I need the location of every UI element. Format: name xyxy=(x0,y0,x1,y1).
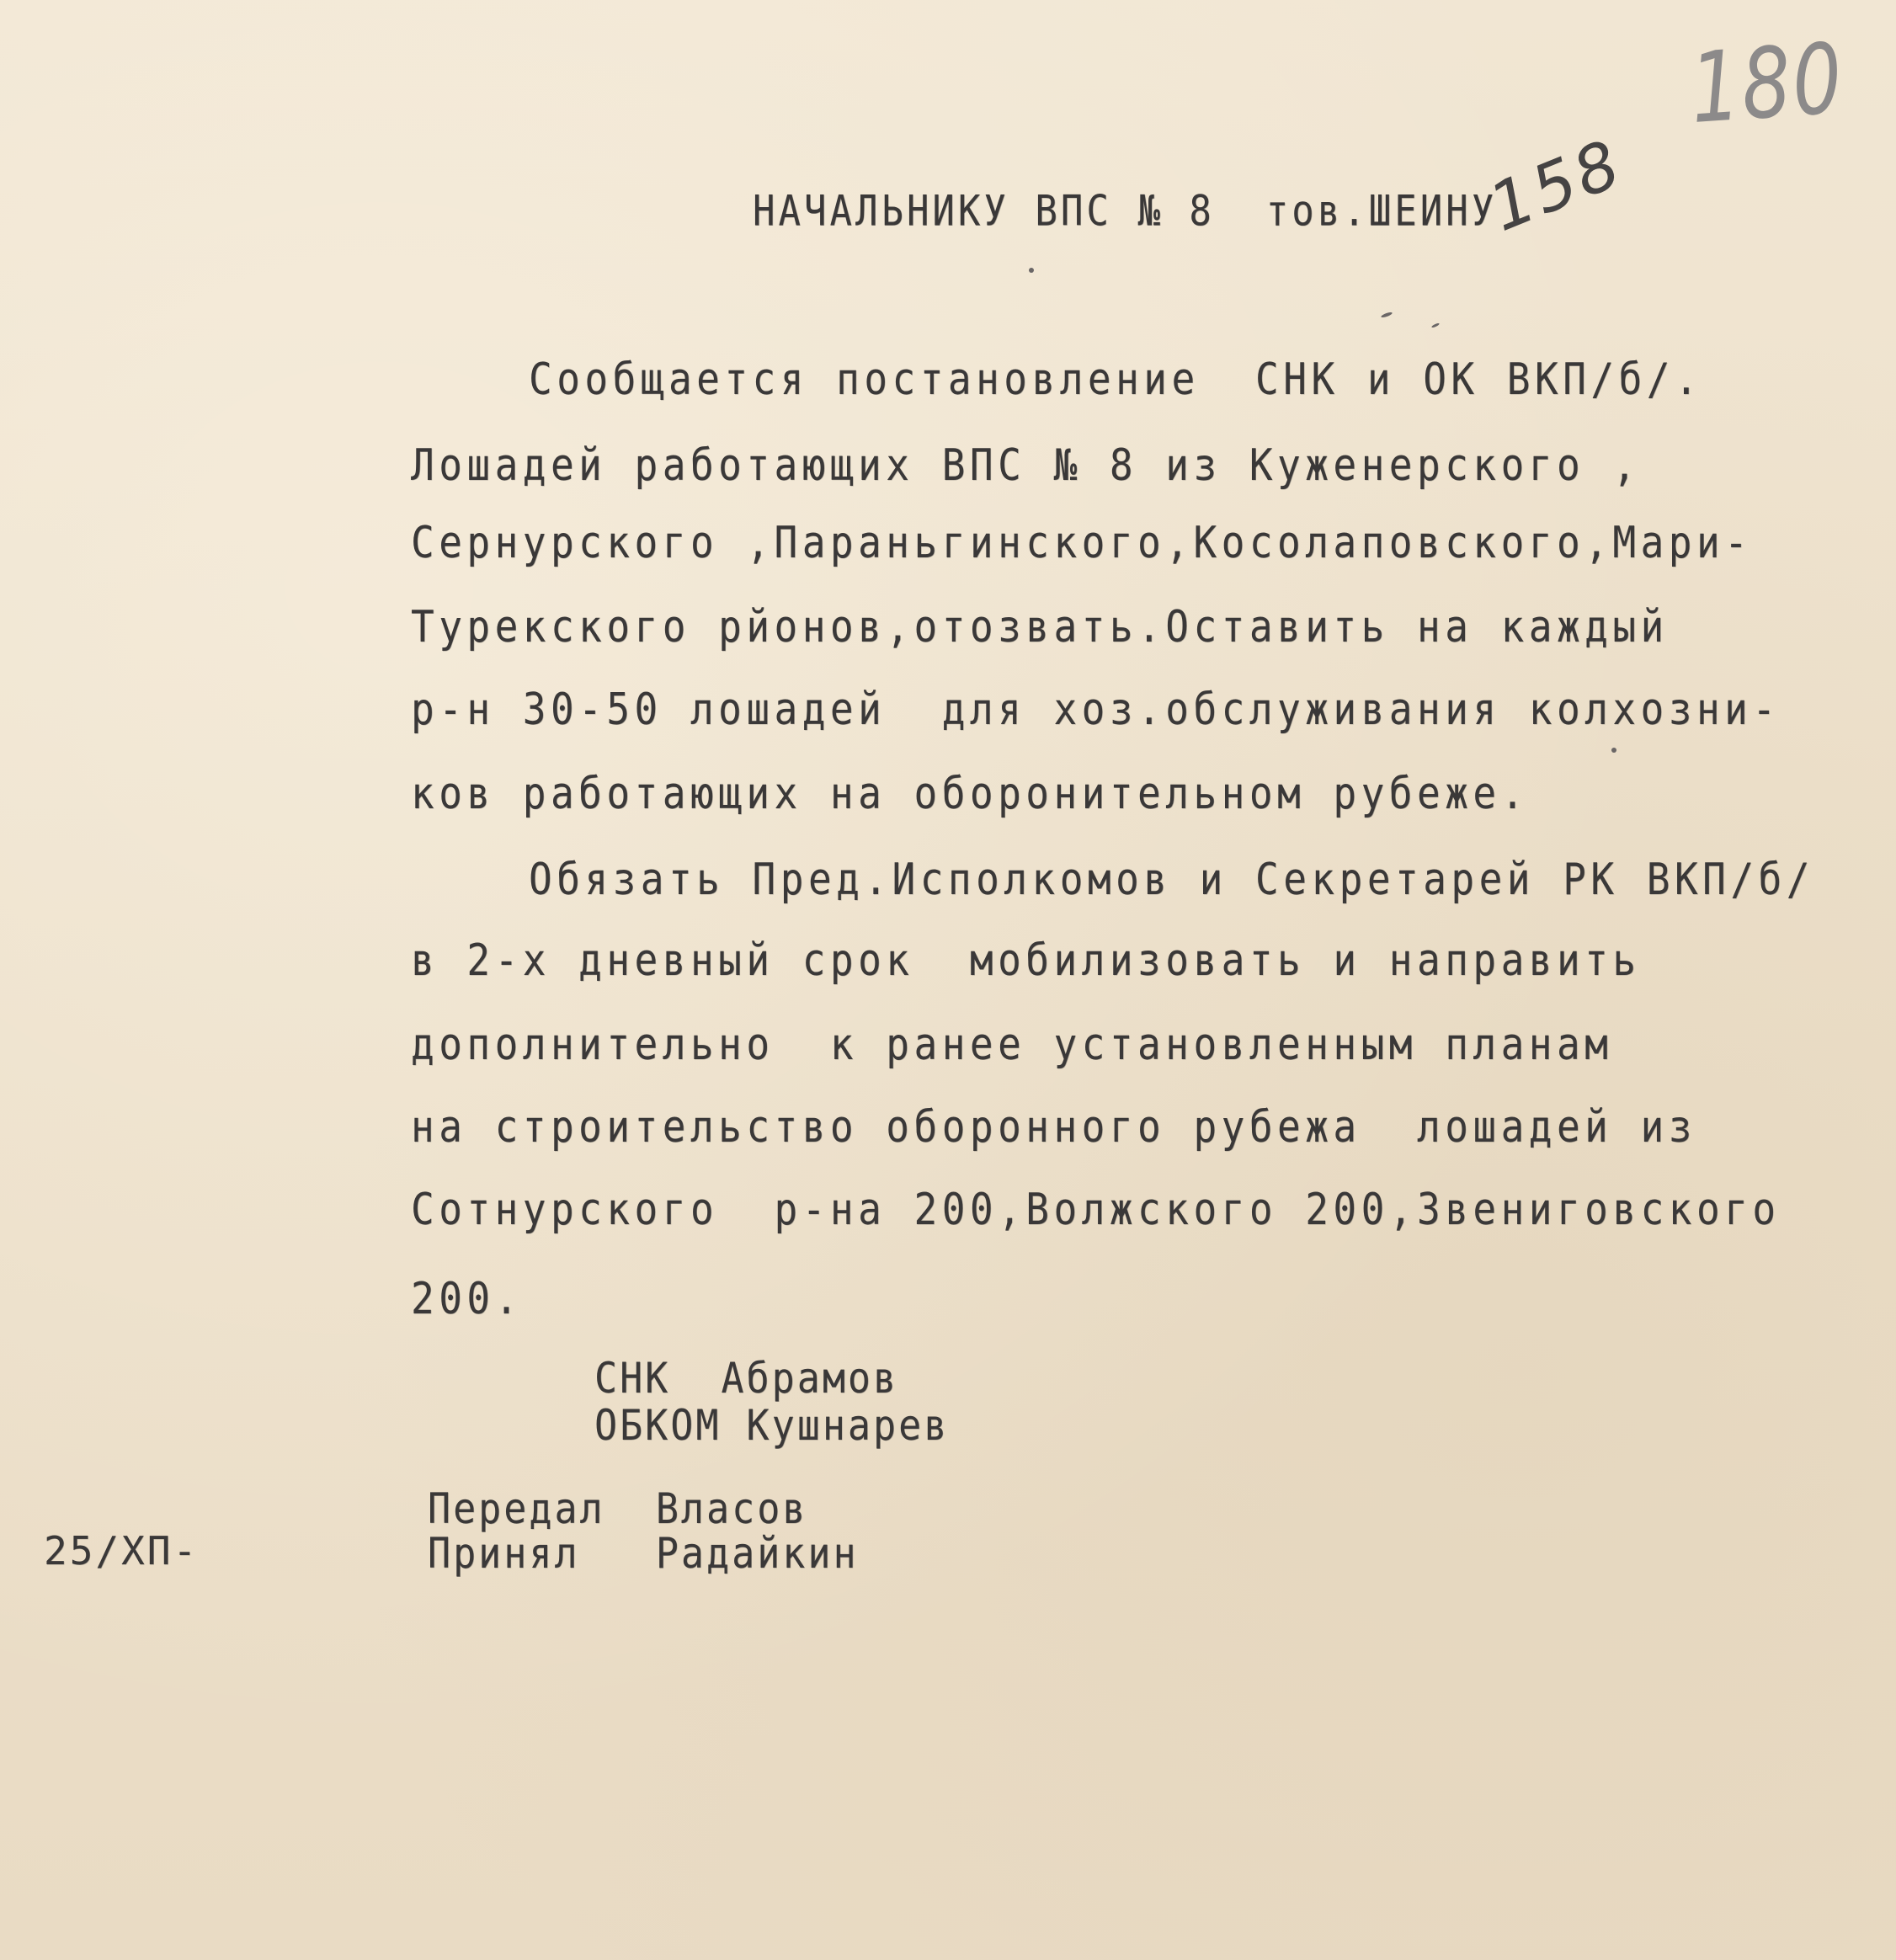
ink-speck xyxy=(1381,312,1393,319)
ink-speck xyxy=(1431,322,1440,328)
body-line: Лошадей работающих ВПС № 8 из Куженерского , xyxy=(411,439,1641,491)
ink-speck xyxy=(1611,748,1616,753)
archive-page-number: 180 xyxy=(1686,22,1848,146)
body-line: р-н 30-50 лошадей для хоз.обслуживания колхозни- xyxy=(411,684,1781,735)
stamped-number: 158 xyxy=(1479,125,1633,247)
body-line: Сообщается постановление СНК и ОК ВКП/б/. xyxy=(529,354,1703,405)
body-line: дополнительно к ранее установленным планам xyxy=(411,1019,1613,1070)
signature-obkom: ОБКОМ Кушнарев xyxy=(594,1401,950,1451)
body-line: Сернурского ,Параньгинского,Косолаповского,Мари- xyxy=(411,517,1753,568)
transmission-received: Принял Радайкин xyxy=(428,1529,859,1579)
body-line: Обязать Пред.Исполкомов и Секретарей РК ВКП/б/ xyxy=(529,854,1814,905)
body-line: ков работающих на оборонительном рубеже. xyxy=(411,768,1529,819)
body-line: Сотнурского р-на 200,Волжского 200,Звениговского xyxy=(411,1184,1781,1235)
transmission-sent: Передал Власов xyxy=(428,1484,808,1534)
body-line: Турекского рйонов,отозвать.Оставить на каждый xyxy=(411,601,1669,652)
body-line: 200. xyxy=(411,1273,523,1324)
addressee-heading: НАЧАЛЬНИКУ ВПС № 8 тов.ШЕИНУ xyxy=(753,187,1498,237)
margin-date: 25/ХП- xyxy=(44,1528,200,1574)
body-line: на строительство оборонного рубежа лошадей из xyxy=(411,1101,1696,1153)
ink-speck xyxy=(1029,268,1034,273)
signature-snk: СНК Абрамов xyxy=(594,1354,899,1403)
body-line: в 2-х дневный срок мобилизовать и направить xyxy=(411,935,1641,986)
